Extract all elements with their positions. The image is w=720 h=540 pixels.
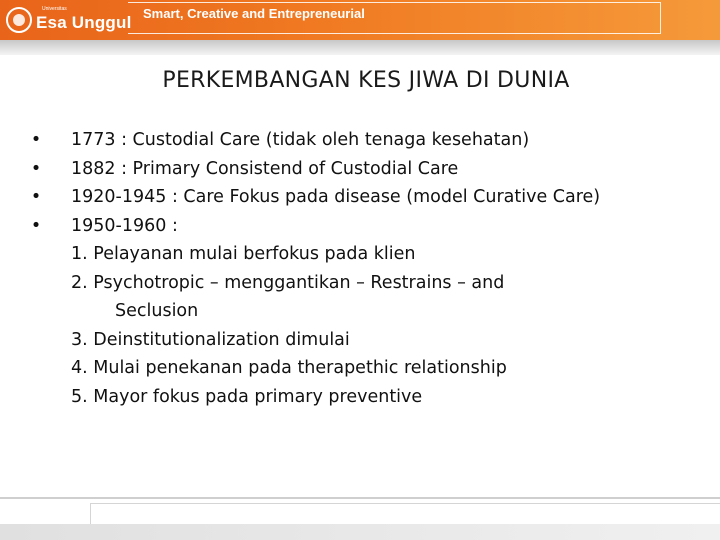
- bullet-dot-icon: •: [30, 158, 42, 179]
- bullet-item: [30, 126, 600, 155]
- bullet-dot-icon: •: [30, 130, 42, 150]
- header-tagline: Smart, Creative and Entrepreneurial: [143, 6, 365, 21]
- slide-title: PERKEMBANGAN KES JIWA DI DUNIA: [162, 68, 570, 93]
- bullet-item: [30, 212, 600, 412]
- logo-text: Esa Unggul: [36, 13, 132, 32]
- sub-item: 1. Pelayanan mulai berfokus pada klien: [71, 244, 416, 264]
- bullet-text: 1773 : Custodial Care (tidak oleh tenaga kesehatan): [71, 130, 530, 150]
- sub-item: 4. Mulai penekanan pada therapethic relationship: [71, 358, 507, 378]
- bullet-dot-icon: •: [30, 187, 42, 207]
- bullet-text: 1950-1960 :: [71, 215, 178, 236]
- footer-outline: [90, 503, 720, 524]
- sub-item-continuation: Seclusion: [115, 301, 199, 321]
- bullet-item: [30, 155, 600, 184]
- bullet-item: [30, 183, 600, 212]
- header-bar: [0, 0, 720, 40]
- logo-emblem-icon: [6, 7, 32, 33]
- bullet-text: 1920-1945 : Care Fokus pada disease (model Curative Care): [71, 187, 601, 207]
- bullet-text: 1882 : Primary Consistend of Custodial Care: [71, 158, 459, 179]
- sub-item: 3. Deinstitutionalization dimulai: [71, 329, 350, 350]
- footer-divider: [0, 497, 720, 499]
- sub-item: 2. Psychotropic – menggantikan – Restrains – and: [71, 272, 505, 293]
- sub-item: 5. Mayor fokus pada primary preventive: [71, 386, 423, 407]
- footer-bar: [0, 524, 720, 540]
- bullet-dot-icon: •: [30, 215, 42, 236]
- bullet-list: [30, 126, 600, 411]
- university-logo: [6, 4, 132, 36]
- logo-subtext: Universitas: [42, 6, 67, 12]
